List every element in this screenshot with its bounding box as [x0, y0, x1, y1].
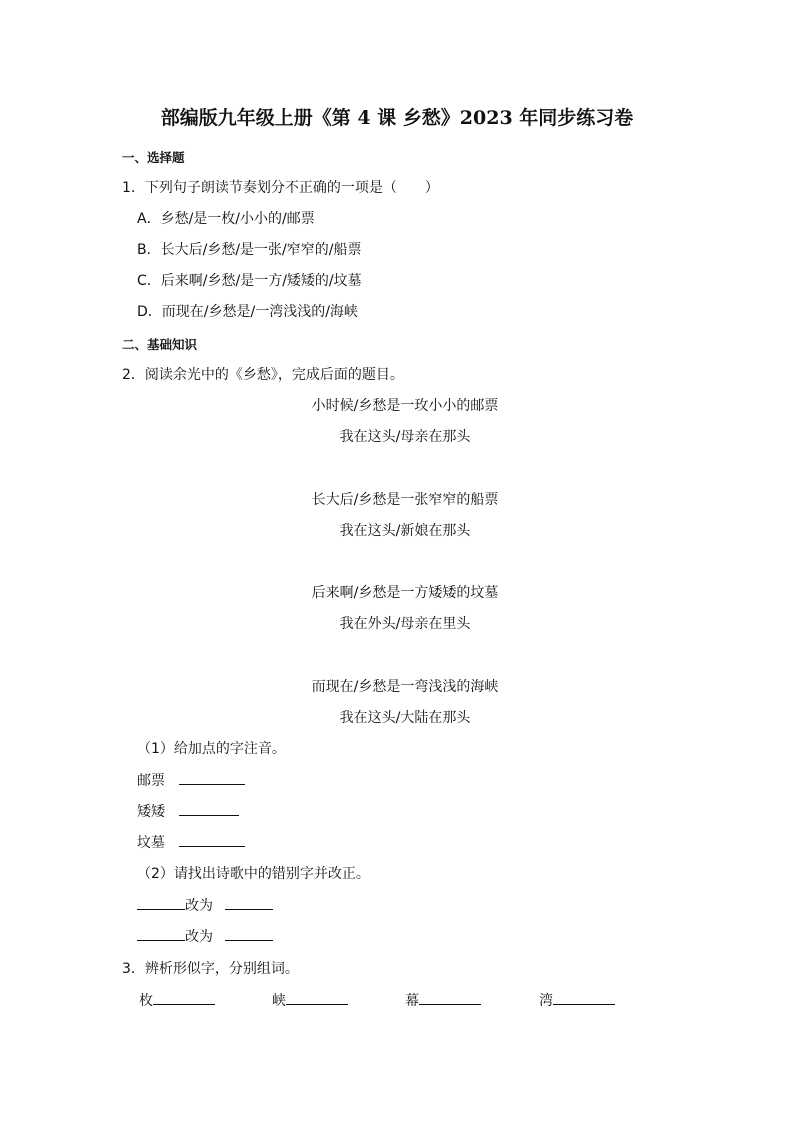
wrong-char-blank[interactable] [137, 896, 185, 910]
answer-blank[interactable] [553, 991, 615, 1005]
question-1-option-c: C．后来啊/乡愁/是一方/矮矮的/坟墓 [137, 273, 362, 289]
answer-blank[interactable] [153, 991, 215, 1005]
pinyin-item [137, 770, 245, 790]
pinyin-word: 坟墓 [137, 835, 165, 851]
change-to-label: 改为 [185, 898, 213, 914]
similar-char-item [139, 990, 215, 1010]
pinyin-item [137, 832, 245, 852]
similar-char: 枚 [139, 993, 153, 1009]
similar-char-item [405, 990, 481, 1010]
correct-char-blank[interactable] [225, 896, 273, 910]
similar-char: 峡 [272, 993, 286, 1009]
poem-line: 我在这头/大陆在那头 [339, 710, 471, 726]
answer-blank[interactable] [286, 991, 348, 1005]
similar-char-item [539, 990, 615, 1010]
poem-line: 长大后/乡愁是一张窄窄的船票 [311, 492, 499, 508]
change-to-label: 改为 [185, 929, 213, 945]
similar-char: 幕 [405, 993, 419, 1009]
question-1-stem: 1．下列句子朗读节奏划分不正确的一项是（ ） [122, 180, 439, 196]
question-3-stem: 3．辨析形似字，分别组词。 [122, 961, 299, 977]
poem-line: 我在外头/母亲在里头 [339, 616, 471, 632]
poem-line: 我在这头/新娘在那头 [339, 523, 471, 539]
similar-char: 湾 [539, 993, 553, 1009]
question-1-option-b: B．长大后/乡愁/是一张/窄窄的/船票 [137, 242, 362, 258]
sub-question-2: （2）请找出诗歌中的错别字并改正。 [137, 866, 370, 882]
similar-char-item [272, 990, 348, 1010]
question-2-stem: 2．阅读余光中的《乡愁》，完成后面的题目。 [122, 367, 404, 383]
pinyin-word: 矮矮 [137, 804, 165, 820]
question-1-option-a: A．乡愁/是一枚/小小的/邮票 [137, 211, 315, 227]
poem-line: 而现在/乡愁是一弯浅浅的海峡 [311, 679, 499, 695]
pinyin-word: 邮票 [137, 773, 165, 789]
answer-blank[interactable] [179, 771, 245, 785]
answer-blank[interactable] [179, 833, 245, 847]
pinyin-item [137, 801, 239, 821]
poem-line: 后来啊/乡愁是一方矮矮的坟墓 [311, 585, 499, 601]
correction-row [137, 895, 273, 915]
question-1-option-d: D．而现在/乡愁是/一湾浅浅的/海峡 [137, 304, 358, 320]
correction-row [137, 926, 273, 946]
section-heading-basics: 二、基础知识 [122, 337, 198, 352]
section-heading-choice: 一、选择题 [122, 150, 185, 165]
wrong-char-blank[interactable] [137, 927, 185, 941]
page-title: 部编版九年级上册《第 4 课 乡愁》2023 年同步练习卷 [160, 107, 634, 129]
correct-char-blank[interactable] [225, 927, 273, 941]
sub-question-1: （1）给加点的字注音。 [137, 741, 286, 757]
poem-line: 小时候/乡愁是一玫小小的邮票 [311, 398, 499, 414]
poem-line: 我在这头/母亲在那头 [339, 429, 471, 445]
answer-blank[interactable] [419, 991, 481, 1005]
answer-blank[interactable] [179, 802, 239, 816]
